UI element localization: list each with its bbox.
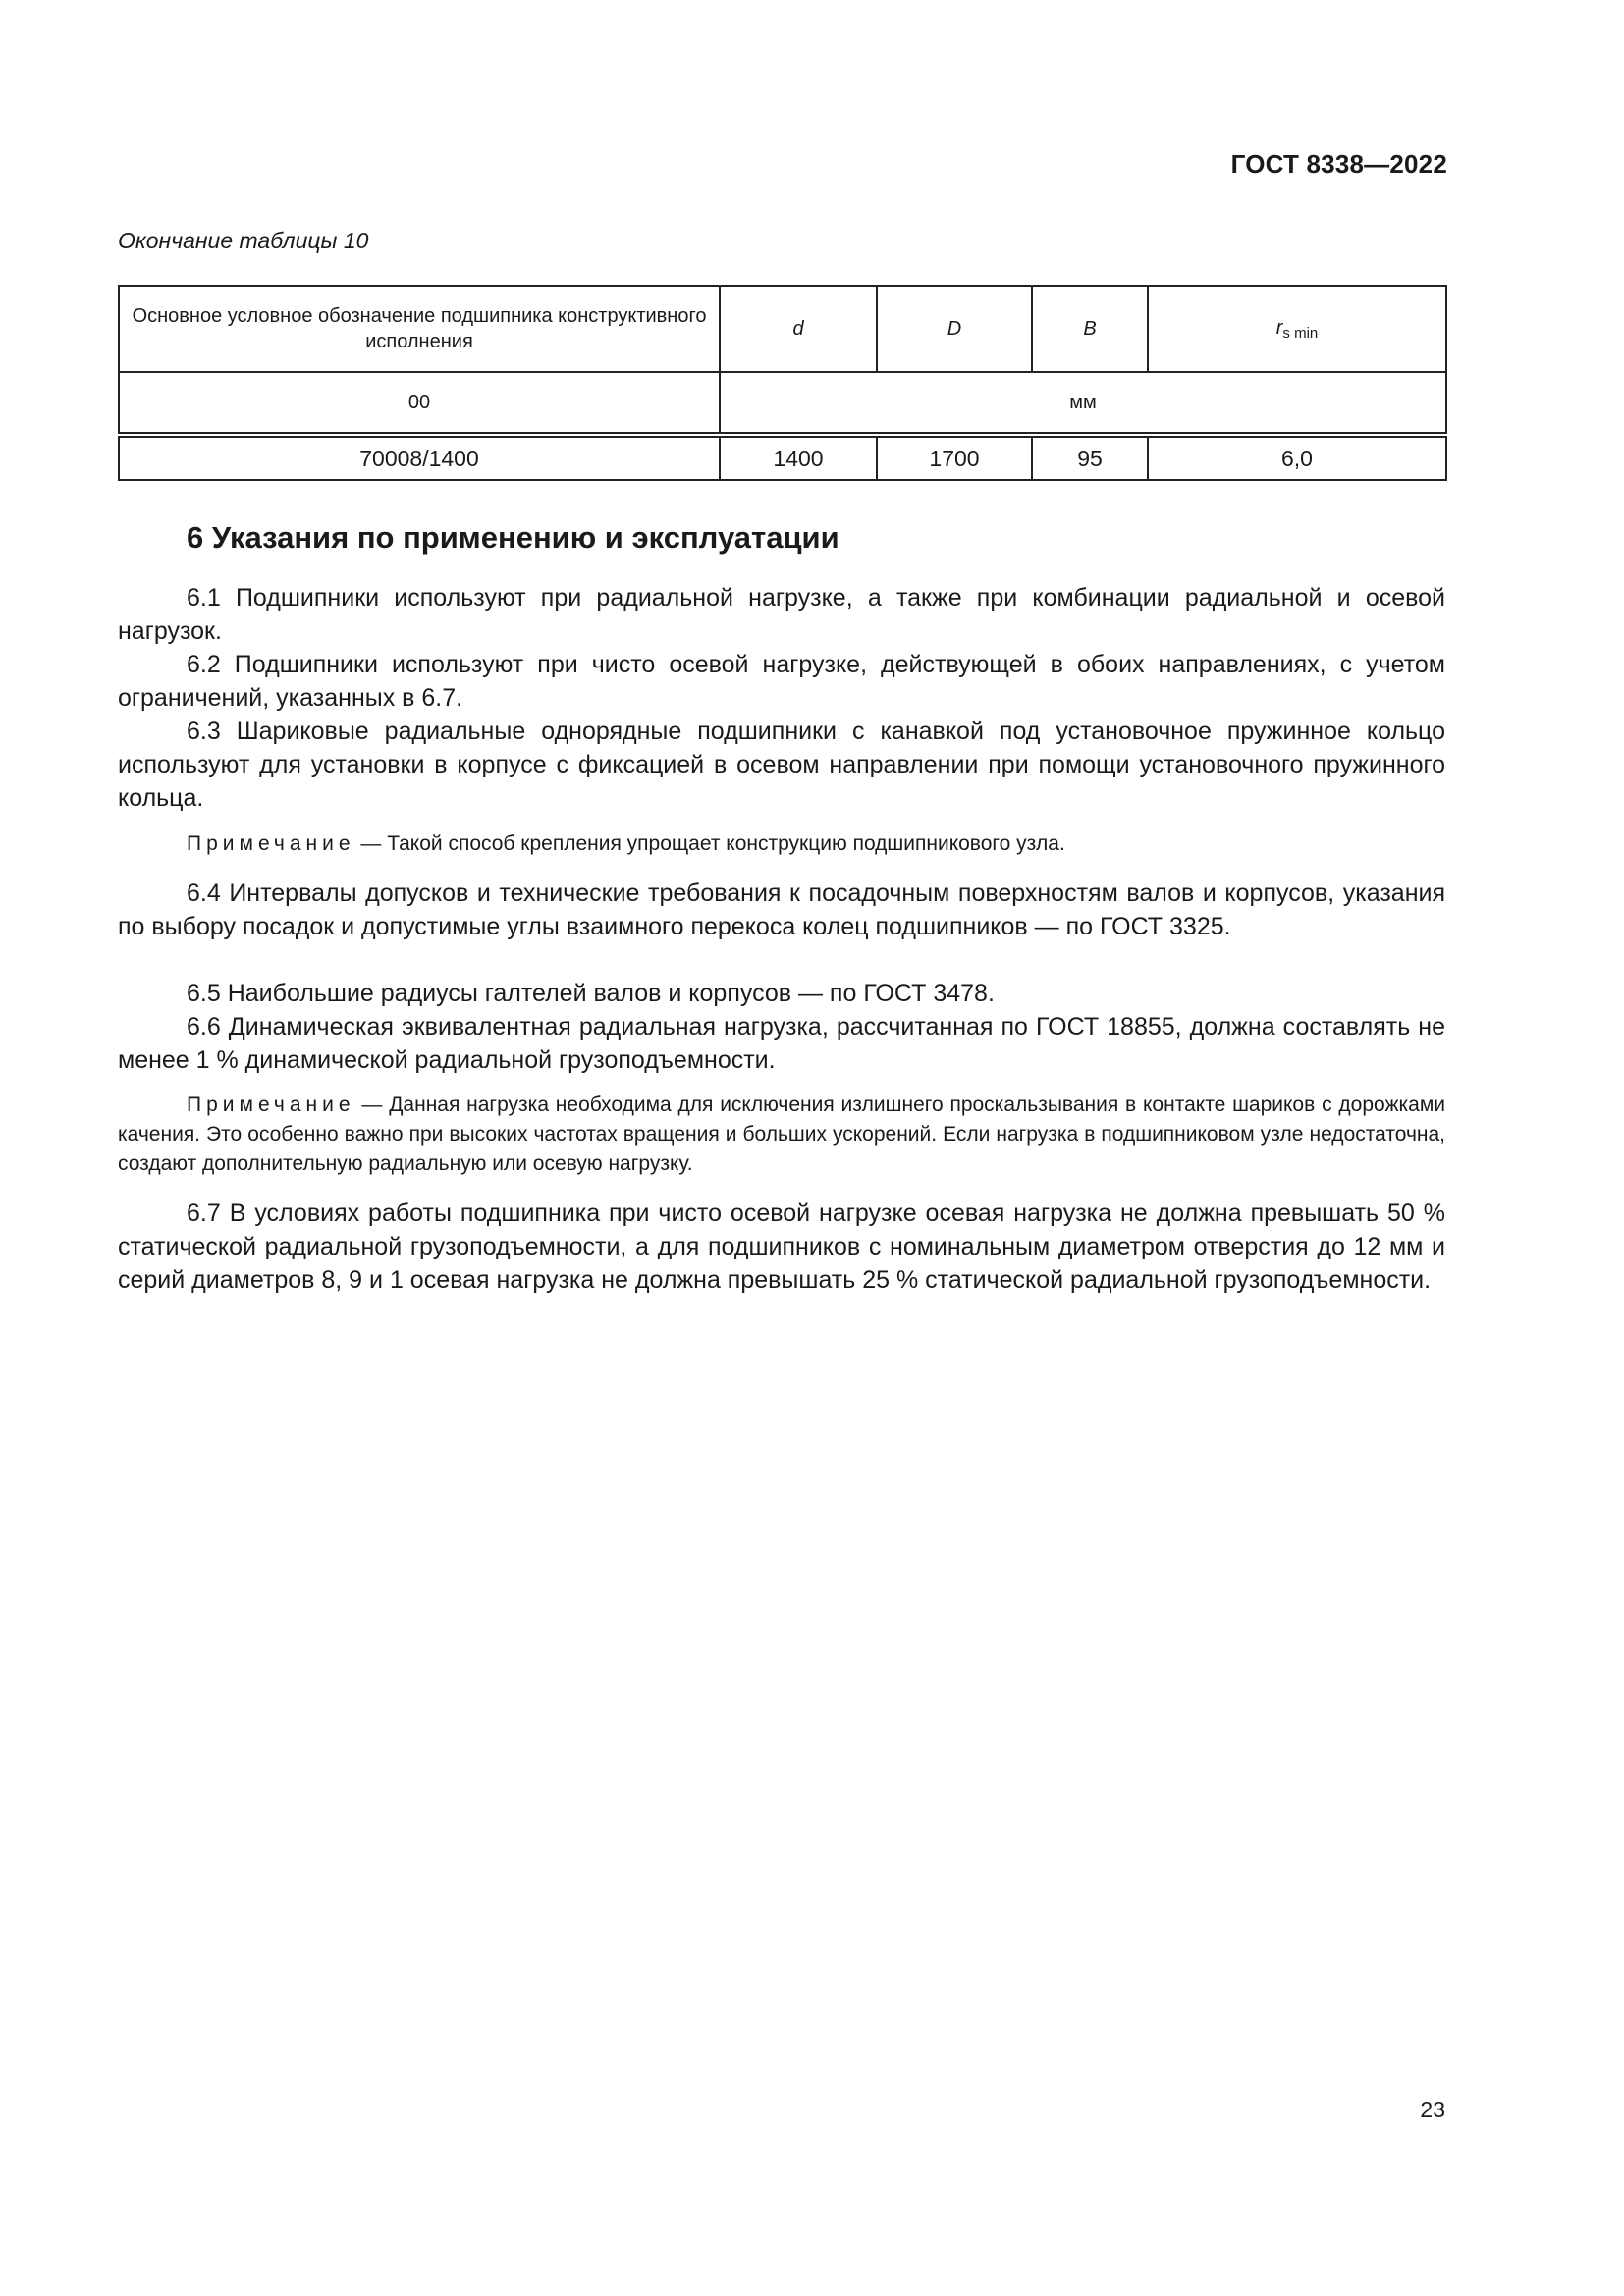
document-code: ГОСТ 8338—2022 [1230,149,1447,179]
paragraph-6-2: 6.2 Подшипники используют при чисто осевой нагрузке, действующей в обоих направлениях, с учетом ограничений, указанных в 6.7. [118,651,1445,712]
page-number: 23 [1420,2097,1445,2122]
header-r-symbol: r [1275,317,1283,339]
note-2-text: — Данная нагрузка необходима для исключения излишнего проскальзывания в контакте шариков с дорожками качения. Это особенно важно при высоких частотах вращения и больших ускорений. Если нагрузка в подшипниковом узле недостаточна, создают дополнительную радиальную или осевую нагрузку. [118,1094,1445,1175]
paragraph-6-1: 6.1 Подшипники используют при радиальной нагрузке, а также при комбинации радиальной и осевой нагрузок. [118,584,1445,645]
table-header-row [119,286,1446,372]
cell-designation: 70008/1400 [119,435,720,480]
header-r-smin [1148,286,1446,372]
bearing-table [118,285,1447,481]
note-1 [118,829,1445,859]
table-caption: Окончание таблицы 10 [118,228,369,253]
paragraph-6-6: 6.6 Динамическая эквивалентная радиальная нагрузка, рассчитанная по ГОСТ 18855, должна составлять не менее 1 % динамической радиальной грузоподъемности. [118,1013,1445,1074]
header-r-subscript: s min [1282,325,1319,342]
header-D: D [877,286,1032,372]
unit-cell-mm: мм [720,372,1446,435]
cell-B: 95 [1032,435,1148,480]
paragraph-6-5: 6.5 Наибольшие радиусы галтелей валов и корпусов — по ГОСТ 3478. [187,980,995,1007]
note-1-label: Примечание [187,832,355,855]
cell-D: 1700 [877,435,1032,480]
paragraph-6-4: 6.4 Интервалы допусков и технические требования к посадочным поверхностям валов и корпусов, указания по выбору посадок и допустимые углы взаимного перекоса колец подшипников — по ГОСТ 3325. [118,880,1445,940]
header-B: B [1032,286,1148,372]
paragraph-6-7: 6.7 В условиях работы подшипника при чисто осевой нагрузке осевая нагрузка не должна превышать 50 % статической радиальной грузоподъемности, а для подшипников с номинальным диаметром отверстия до 12 мм и серий диаметров 8, 9 и 1 осевая нагрузка не должна превышать 25 % статической радиальной грузоподъемности. [118,1200,1445,1294]
table-row [119,435,1446,480]
section-title: 6 Указания по применению и эксплуатации [187,520,839,555]
header-designation: Основное условное обозначение подшипника конструктивного исполнения [119,286,720,372]
cell-r: 6,0 [1148,435,1446,480]
paragraph-6-3: 6.3 Шариковые радиальные однорядные подшипники с канавкой под установочное пружинное кольцо используют для установки в корпусе с фиксацией в осевом направлении при помощи установочного пружинного кольца. [118,718,1445,812]
note-2 [118,1091,1445,1179]
header-d: d [720,286,877,372]
note-1-text: — Такой способ крепления упрощает конструкцию подшипникового узла. [354,832,1065,855]
table-unit-row [119,372,1446,435]
unit-cell-left: 00 [119,372,720,435]
note-2-label: Примечание [187,1094,355,1116]
cell-d: 1400 [720,435,877,480]
